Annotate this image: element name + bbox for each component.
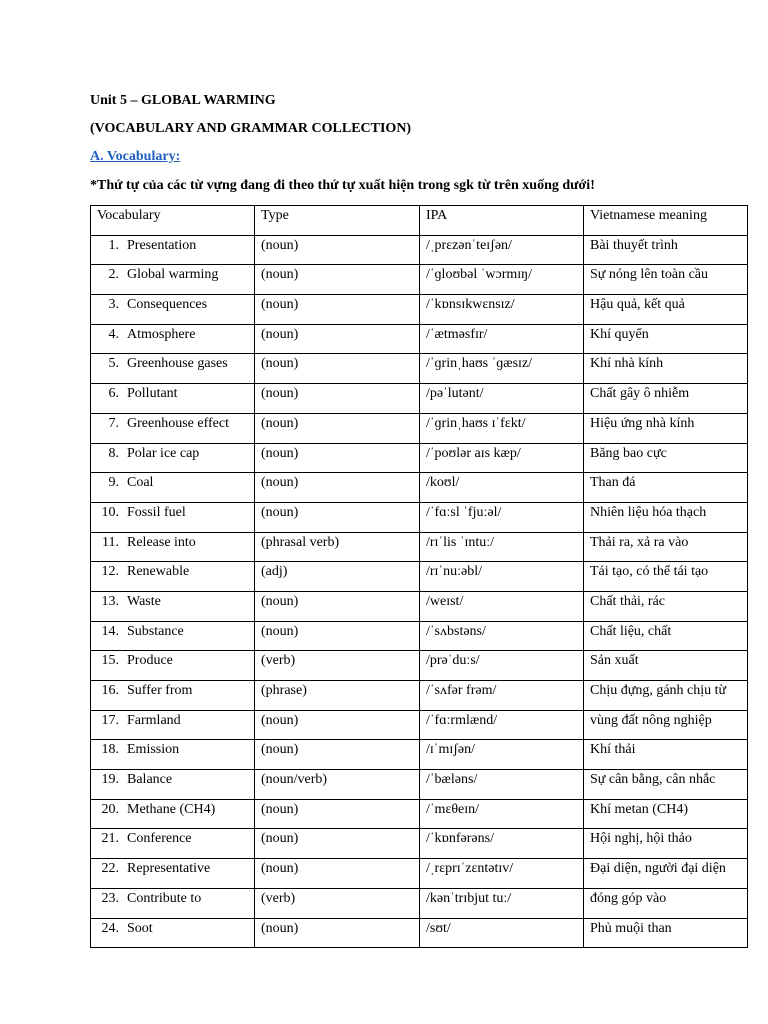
cell-ipa: /rɪˈlis ˈɪntuː/ xyxy=(420,532,584,562)
cell-vietnamese-meaning: Bài thuyết trình xyxy=(584,235,748,265)
cell-vocabulary xyxy=(91,651,255,681)
cell-ipa: /ˈmɛθeɪn/ xyxy=(420,799,584,829)
cell-vietnamese-meaning: Thải ra, xả ra vào xyxy=(584,532,748,562)
vocabulary-word: Contribute to xyxy=(127,890,202,906)
page-title: Unit 5 – GLOBAL WARMING xyxy=(90,93,276,108)
vocabulary-word: Polar ice cap xyxy=(127,445,200,461)
cell-type: (noun/verb) xyxy=(255,770,420,800)
table-row xyxy=(91,562,748,592)
cell-type: (noun) xyxy=(255,621,420,651)
cell-vocabulary xyxy=(91,591,255,621)
cell-ipa: /pəˈlutənt/ xyxy=(420,384,584,414)
vocabulary-word: Methane (CH4) xyxy=(127,801,216,817)
cell-ipa: /weɪst/ xyxy=(420,591,584,621)
cell-type: (noun) xyxy=(255,591,420,621)
cell-vocabulary xyxy=(91,621,255,651)
cell-vietnamese-meaning: Nhiên liệu hóa thạch xyxy=(584,502,748,532)
vocabulary-word: Greenhouse effect xyxy=(127,415,229,431)
cell-type: (noun) xyxy=(255,918,420,948)
row-number: 21. xyxy=(101,831,119,847)
cell-vocabulary xyxy=(91,502,255,532)
table-row xyxy=(91,473,748,503)
table-row xyxy=(91,502,748,532)
row-number: 23. xyxy=(101,890,119,906)
row-number: 11. xyxy=(102,534,119,550)
cell-vietnamese-meaning: Tái tạo, có thể tái tạo xyxy=(584,562,748,592)
vocabulary-word: Substance xyxy=(127,623,184,639)
cell-type: (noun) xyxy=(255,829,420,859)
cell-vietnamese-meaning: Khí metan (CH4) xyxy=(584,799,748,829)
cell-type: (noun) xyxy=(255,443,420,473)
table-row xyxy=(91,591,748,621)
row-number: 2. xyxy=(108,267,119,283)
cell-vietnamese-meaning: Khí nhà kính xyxy=(584,354,748,384)
row-number: 20. xyxy=(101,801,119,817)
cell-vietnamese-meaning: Sự cân bằng, cân nhắc xyxy=(584,770,748,800)
vocabulary-table xyxy=(90,205,748,948)
row-number: 19. xyxy=(101,772,119,788)
cell-vocabulary xyxy=(91,384,255,414)
cell-type: (noun) xyxy=(255,354,420,384)
cell-type: (adj) xyxy=(255,562,420,592)
cell-ipa: /ˌprɛzənˈteɪʃən/ xyxy=(420,235,584,265)
cell-vietnamese-meaning: Chịu đựng, gánh chịu từ xyxy=(584,681,748,711)
vocabulary-word: Conference xyxy=(127,831,192,847)
vocabulary-word: Soot xyxy=(127,920,153,936)
cell-type: (noun) xyxy=(255,740,420,770)
cell-vocabulary xyxy=(91,681,255,711)
row-number: 7. xyxy=(108,415,119,431)
cell-type: (noun) xyxy=(255,473,420,503)
cell-vocabulary xyxy=(91,265,255,295)
row-number: 9. xyxy=(108,475,119,491)
header-vietnamese-meaning: Vietnamese meaning xyxy=(584,206,748,236)
table-row xyxy=(91,384,748,414)
row-number: 13. xyxy=(101,593,119,609)
cell-vocabulary xyxy=(91,770,255,800)
table-row xyxy=(91,740,748,770)
cell-vocabulary xyxy=(91,443,255,473)
table-row xyxy=(91,888,748,918)
row-number: 5. xyxy=(108,356,119,372)
cell-vocabulary xyxy=(91,473,255,503)
table-row xyxy=(91,324,748,354)
vocabulary-word: Pollutant xyxy=(127,386,178,402)
page-subtitle: (VOCABULARY AND GRAMMAR COLLECTION) xyxy=(90,121,412,136)
cell-vocabulary xyxy=(91,740,255,770)
cell-ipa: /prəˈduːs/ xyxy=(420,651,584,681)
order-note: *Thứ tự của các từ vựng đang đi theo thứ tự xuất hiện trong sgk từ trên xuống dưới! xyxy=(90,178,595,193)
cell-vocabulary xyxy=(91,710,255,740)
row-number: 22. xyxy=(101,861,119,877)
row-number: 10. xyxy=(101,504,119,520)
table-row xyxy=(91,651,748,681)
cell-type: (verb) xyxy=(255,888,420,918)
row-number: 4. xyxy=(108,326,119,342)
cell-vocabulary xyxy=(91,562,255,592)
cell-type: (noun) xyxy=(255,384,420,414)
cell-ipa: /koʊl/ xyxy=(420,473,584,503)
cell-vocabulary xyxy=(91,235,255,265)
cell-ipa: /ˈkɒnsɪkwɛnsɪz/ xyxy=(420,295,584,325)
cell-vietnamese-meaning: Phủ muội than xyxy=(584,918,748,948)
table-row xyxy=(91,354,748,384)
row-number: 14. xyxy=(101,623,119,639)
vocabulary-word: Farmland xyxy=(127,712,181,728)
vocabulary-word: Coal xyxy=(127,475,154,491)
row-number: 1. xyxy=(108,237,119,253)
table-row xyxy=(91,443,748,473)
row-number: 24. xyxy=(101,920,119,936)
vocabulary-word: Release into xyxy=(127,534,196,550)
cell-ipa: /ˈɡrinˌhaʊs ˈɡæsɪz/ xyxy=(420,354,584,384)
table-row xyxy=(91,859,748,889)
cell-vietnamese-meaning: Băng bao cực xyxy=(584,443,748,473)
cell-vietnamese-meaning: Sản xuất xyxy=(584,651,748,681)
vocabulary-word: Fossil fuel xyxy=(127,504,186,520)
row-number: 12. xyxy=(101,564,119,580)
header-vocabulary: Vocabulary xyxy=(91,206,255,236)
cell-vocabulary xyxy=(91,324,255,354)
table-row xyxy=(91,295,748,325)
cell-type: (noun) xyxy=(255,710,420,740)
table-row xyxy=(91,265,748,295)
cell-ipa: /ˈkɒnfərəns/ xyxy=(420,829,584,859)
cell-type: (phrasal verb) xyxy=(255,532,420,562)
table-row xyxy=(91,235,748,265)
cell-type: (noun) xyxy=(255,502,420,532)
cell-vocabulary xyxy=(91,354,255,384)
vocabulary-word: Emission xyxy=(127,742,180,758)
cell-vocabulary xyxy=(91,888,255,918)
cell-type: (noun) xyxy=(255,295,420,325)
row-number: 17. xyxy=(101,712,119,728)
header-type: Type xyxy=(255,206,420,236)
vocabulary-word: Atmosphere xyxy=(127,326,196,342)
cell-vocabulary xyxy=(91,799,255,829)
cell-ipa: /ˈɡloʊbəl ˈwɔrmɪŋ/ xyxy=(420,265,584,295)
cell-type: (noun) xyxy=(255,413,420,443)
cell-vocabulary xyxy=(91,295,255,325)
row-number: 16. xyxy=(101,683,119,698)
cell-type: (noun) xyxy=(255,265,420,295)
cell-vocabulary xyxy=(91,829,255,859)
cell-vocabulary xyxy=(91,532,255,562)
row-number: 15. xyxy=(101,653,119,669)
vocabulary-word: Greenhouse gases xyxy=(127,356,228,372)
row-number: 6. xyxy=(108,386,119,402)
cell-ipa: /ˈsʌfər frəm/ xyxy=(420,681,584,711)
section-heading-vocabulary[interactable]: A. Vocabulary: xyxy=(90,149,181,164)
cell-type: (noun) xyxy=(255,859,420,889)
cell-ipa: /ˈsʌbstəns/ xyxy=(420,621,584,651)
cell-vietnamese-meaning: Chất gây ô nhiễm xyxy=(584,384,748,414)
cell-vietnamese-meaning: Hậu quả, kết quả xyxy=(584,295,748,325)
cell-vietnamese-meaning: Khí quyển xyxy=(584,324,748,354)
cell-type: (verb) xyxy=(255,651,420,681)
cell-vietnamese-meaning: Khí thải xyxy=(584,740,748,770)
vocabulary-word: Suffer from xyxy=(127,683,193,698)
table-row xyxy=(91,621,748,651)
vocabulary-word: Balance xyxy=(127,772,173,788)
cell-vocabulary xyxy=(91,859,255,889)
table-row xyxy=(91,918,748,948)
table-row xyxy=(91,770,748,800)
vocabulary-word: Representative xyxy=(127,861,211,877)
cell-ipa: /ˈfɑːrmlænd/ xyxy=(420,710,584,740)
vocabulary-table-body xyxy=(91,206,748,948)
cell-ipa: /sʊt/ xyxy=(420,918,584,948)
cell-ipa: /ˈætməsfɪr/ xyxy=(420,324,584,354)
vocabulary-word: Presentation xyxy=(127,237,197,253)
cell-ipa: /ˌrɛprɪˈzɛntətɪv/ xyxy=(420,859,584,889)
cell-vietnamese-meaning: vùng đất nông nghiệp xyxy=(584,710,748,740)
cell-type: (noun) xyxy=(255,235,420,265)
table-row xyxy=(91,413,748,443)
cell-ipa: /rɪˈnuːəbl/ xyxy=(420,562,584,592)
vocabulary-word: Consequences xyxy=(127,297,208,313)
cell-vocabulary xyxy=(91,918,255,948)
cell-ipa: /ˈfɑːsl ˈfjuːəl/ xyxy=(420,502,584,532)
cell-ipa: /ˈpoʊlər aɪs kæp/ xyxy=(420,443,584,473)
cell-vietnamese-meaning: đóng góp vào xyxy=(584,888,748,918)
cell-vietnamese-meaning: Chất liệu, chất xyxy=(584,621,748,651)
cell-ipa: /kənˈtrɪbjut tuː/ xyxy=(420,888,584,918)
row-number: 18. xyxy=(101,742,119,758)
cell-vietnamese-meaning: Sự nóng lên toàn cầu xyxy=(584,265,748,295)
cell-type: (noun) xyxy=(255,324,420,354)
table-row xyxy=(91,799,748,829)
cell-vietnamese-meaning: Hội nghị, hội thảo xyxy=(584,829,748,859)
table-row xyxy=(91,681,748,711)
header-ipa: IPA xyxy=(420,206,584,236)
cell-ipa: /ˈɡrinˌhaʊs ɪˈfɛkt/ xyxy=(420,413,584,443)
vocabulary-word: Produce xyxy=(127,653,173,669)
row-number: 3. xyxy=(108,297,119,313)
vocabulary-word: Waste xyxy=(127,593,161,609)
table-header-row xyxy=(91,206,748,236)
cell-type: (phrase) xyxy=(255,681,420,711)
cell-vietnamese-meaning: Chất thải, rác xyxy=(584,591,748,621)
table-row xyxy=(91,829,748,859)
cell-ipa: /ɪˈmɪʃən/ xyxy=(420,740,584,770)
table-row xyxy=(91,532,748,562)
vocabulary-word: Renewable xyxy=(127,564,190,580)
cell-type: (noun) xyxy=(255,799,420,829)
cell-vietnamese-meaning: Than đá xyxy=(584,473,748,503)
cell-vietnamese-meaning: Đại diện, người đại diện xyxy=(584,859,748,889)
cell-vietnamese-meaning: Hiệu ứng nhà kính xyxy=(584,413,748,443)
cell-vocabulary xyxy=(91,413,255,443)
vocabulary-word: Global warming xyxy=(127,267,219,283)
table-row xyxy=(91,710,748,740)
row-number: 8. xyxy=(108,445,119,461)
cell-ipa: /ˈbæləns/ xyxy=(420,770,584,800)
